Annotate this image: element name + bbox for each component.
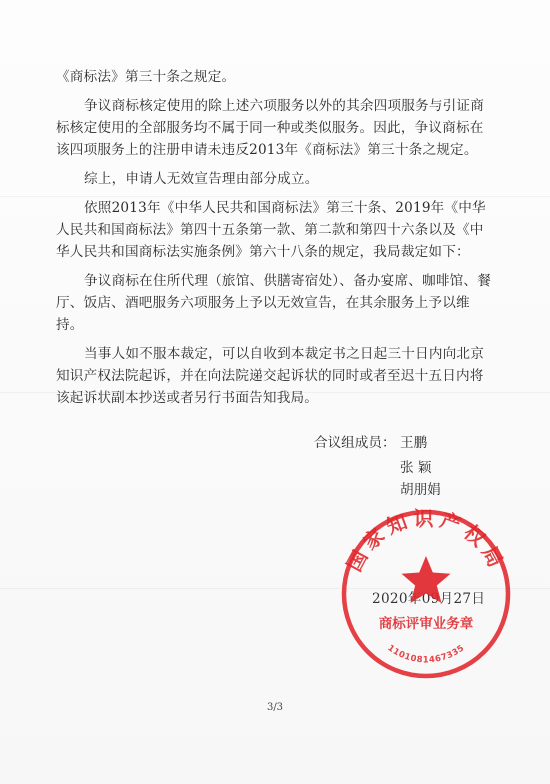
- seal-inner-text: 商标评审业务章: [378, 616, 474, 632]
- document-body: [56, 66, 496, 416]
- seal-star-icon: [402, 556, 451, 603]
- panel-members-label: 合议组成员：: [314, 435, 396, 451]
- paragraph-ruling: 争议商标在住所代理（旅馆、供膳寄宿处）、备办宴席、咖啡馆、餐厅、饭店、酒吧服务六项服务上予以无效宣告，在其余服务上予以维持。: [56, 273, 492, 333]
- paragraph-legal-basis: 依照2013年《中华人民共和国商标法》第三十条、2019年《中华人民共和国商标法》第四十五条第一款、第二款和第四十六条以及《中华人民共和国商标法实施条例》第六十八条的规定，我局裁定如下：: [56, 200, 486, 260]
- seal-graphic: [336, 504, 516, 684]
- official-seal-stamp: [336, 504, 516, 684]
- seal-number: 1101081467335: [385, 643, 467, 666]
- panel-member-name: 胡朋娟: [400, 482, 441, 498]
- seal-outer-text: 国家知识产权局: [341, 506, 511, 576]
- page-number: 3/3: [266, 702, 284, 713]
- paragraph-appeal-notice: 当事人如不服本裁定，可以自收到本裁定书之日起三十日内向北京知识产权法院起诉，并在向法院递交起诉状的同时或者至迟十五日内将该起诉状副本抄送或者另行书面告知我局。: [56, 346, 485, 406]
- paragraph-conclusion: 综上，申请人无效宣告理由部分成立。: [84, 171, 319, 187]
- paragraph-continuation: 《商标法》第三十条之规定。: [56, 69, 236, 85]
- panel-member-name: 王鹏: [400, 435, 428, 451]
- ruling-date: 2020年09月27日: [372, 591, 486, 607]
- panel-member-name: 张 颖: [400, 460, 432, 476]
- paragraph-service-analysis: 争议商标核定使用的除上述六项服务以外的其余四项服务与引证商标核定使用的全部服务均不属于同一种或类似服务。因此，争议商标在该四项服务上的注册申请未违反2013年《商标法》第三十条之规定。: [56, 98, 485, 158]
